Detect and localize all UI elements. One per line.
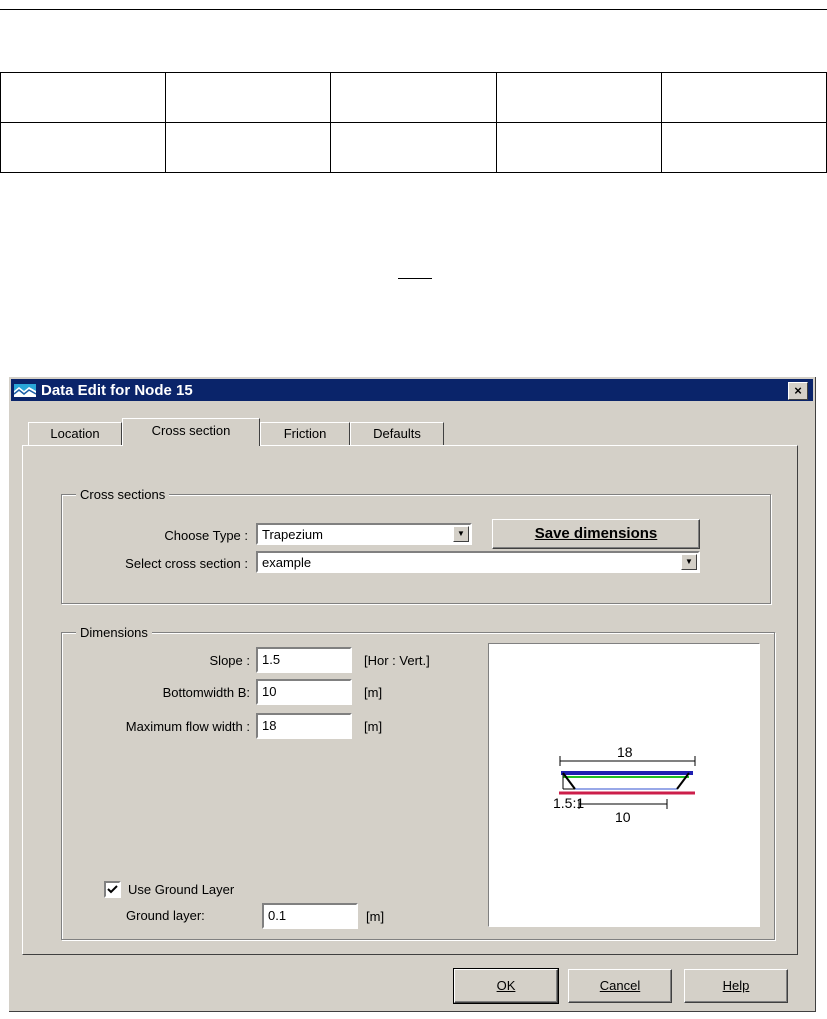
table-cell: [496, 73, 661, 123]
water-app-icon: [14, 384, 36, 397]
max-flow-width-input[interactable]: 18: [256, 713, 352, 739]
data-edit-dialog: [8, 376, 816, 1012]
table-cell: [661, 123, 826, 173]
cancel-label: Cancel: [599, 978, 641, 993]
bottom-width-label: 10: [615, 809, 631, 825]
bottomwidth-input[interactable]: 10: [256, 679, 352, 705]
tab-label: Location: [50, 426, 100, 441]
table-row: [1, 123, 827, 173]
table-row: [1, 73, 827, 123]
slope-label: Slope :: [209, 653, 250, 668]
tab-cross-section[interactable]: [122, 418, 260, 446]
ok-button[interactable]: [454, 969, 558, 1003]
table-cell: [166, 123, 331, 173]
cross-section-value: example: [262, 555, 312, 570]
choose-type-select[interactable]: [256, 523, 472, 545]
dropdown-arrow-icon[interactable]: ▼: [453, 526, 469, 542]
checkmark-icon: [106, 883, 119, 896]
ground-layer-input[interactable]: 0.1: [262, 903, 358, 929]
save-dimensions-label: Save dimensions: [534, 525, 658, 542]
tab-label: Friction: [283, 426, 327, 441]
help-label: Help: [722, 978, 750, 993]
ground-layer-label: Ground layer:: [126, 908, 205, 923]
table-cell: [331, 123, 496, 173]
bottomwidth-unit: [m]: [364, 685, 383, 700]
tab-friction[interactable]: [260, 422, 350, 446]
tab-panel: [22, 445, 798, 955]
tab-label: Cross section: [151, 423, 231, 438]
trapezium-diagram: [489, 644, 759, 926]
dimensions-group: [61, 625, 775, 940]
save-dimensions-button[interactable]: [492, 519, 700, 549]
tab-defaults[interactable]: [350, 422, 444, 446]
slope-input[interactable]: 1.5: [256, 647, 352, 673]
table-cell: [166, 73, 331, 123]
select-cross-section-label: Select cross section :: [125, 556, 248, 571]
bottomwidth-label: Bottomwidth B:: [162, 685, 250, 700]
short-rule: [398, 278, 432, 279]
cross-sections-group: [61, 487, 771, 604]
ok-label: OK: [496, 978, 516, 993]
title-bar[interactable]: [11, 379, 813, 401]
cross-section-preview: [488, 643, 760, 927]
group-legend: Dimensions: [76, 625, 152, 640]
tab-location[interactable]: [28, 422, 122, 446]
slope-ratio-label: 1.5:1: [553, 795, 585, 811]
cross-section-select[interactable]: [256, 551, 700, 573]
top-width-label: 18: [617, 744, 633, 760]
ground-layer-unit: [m]: [366, 909, 385, 924]
top-rule: [0, 9, 827, 10]
help-button[interactable]: [684, 969, 788, 1003]
table-cell: [331, 73, 496, 123]
table-cell: [661, 73, 826, 123]
max-flow-width-label: Maximum flow width :: [125, 719, 250, 734]
document-table: [0, 72, 827, 173]
dropdown-arrow-icon[interactable]: ▼: [681, 554, 697, 570]
table-cell: [496, 123, 661, 173]
max-flow-width-unit: [m]: [364, 719, 383, 734]
choose-type-label: Choose Type :: [164, 528, 248, 543]
table-cell: [1, 123, 166, 173]
close-button[interactable]: ×: [788, 382, 808, 400]
cancel-button[interactable]: [568, 969, 672, 1003]
dialog-title: Data Edit for Node 15: [41, 382, 193, 399]
slope-unit: [Hor : Vert.]: [364, 653, 430, 668]
table-cell: [1, 73, 166, 123]
use-ground-layer-checkbox[interactable]: [104, 881, 121, 898]
group-legend: Cross sections: [76, 487, 169, 502]
use-ground-layer-label[interactable]: Use Ground Layer: [128, 882, 235, 897]
choose-type-value: Trapezium: [262, 527, 323, 542]
tab-label: Defaults: [373, 426, 421, 441]
